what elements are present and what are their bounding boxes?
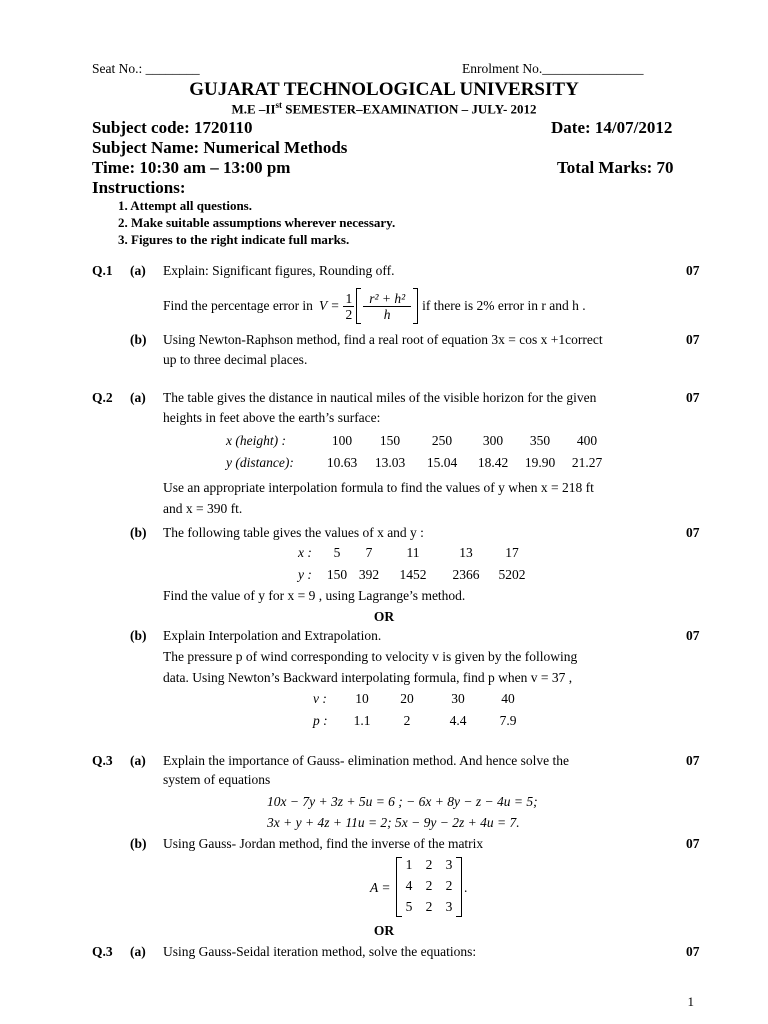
table-row-y <box>226 453 610 473</box>
table-row-v <box>313 689 531 709</box>
fraction-half <box>343 291 354 322</box>
exam-title-pre: M.E –II <box>231 101 276 117</box>
fraction-main <box>363 291 411 322</box>
marks: 07 <box>686 263 700 278</box>
row-label: v : <box>313 691 327 706</box>
marks: 07 <box>686 525 700 540</box>
question-text: The following table gives the values of x and y : <box>163 525 424 540</box>
row-label: y : <box>298 567 312 582</box>
part-label: (a) <box>130 944 146 959</box>
or-separator: OR <box>373 609 395 624</box>
subject-name: Subject Name: Numerical Methods <box>92 138 348 157</box>
fraction-denominator: h <box>383 306 391 322</box>
matrix-cell: 2 <box>425 899 433 914</box>
marks: 07 <box>686 944 700 959</box>
part-label: (a) <box>130 753 146 768</box>
table-cell: 7.9 <box>499 713 517 728</box>
instructions-title: Instructions: <box>92 178 186 197</box>
matrix-cell: 3 <box>445 857 453 872</box>
question-text: and x = 390 ft. <box>163 501 243 516</box>
question-text: Explain Interpolation and Extrapolation. <box>163 628 382 643</box>
fraction-numerator: 1 <box>345 290 353 306</box>
table-row-y <box>298 565 532 585</box>
table-cell: 150 <box>326 567 348 582</box>
exam-title-post: SEMESTER–EXAMINATION – JULY- 2012 <box>282 101 537 117</box>
matrix-cell: 2 <box>425 857 433 872</box>
row-label: p : <box>313 713 328 728</box>
table-cell: 392 <box>358 567 380 582</box>
instruction-item: 3. Figures to the right indicate full marks. <box>118 232 350 247</box>
table-cell: 13 <box>459 545 473 560</box>
instruction-item: 2. Make suitable assumptions wherever necessary. <box>118 215 396 230</box>
matrix-cell: 2 <box>425 878 433 893</box>
left-bracket <box>356 288 361 324</box>
table-cell: 100 <box>331 433 353 448</box>
table-row-p <box>313 711 531 731</box>
question-text: Find the value of y for x = 9 , using Lagrange’s method. <box>163 588 466 603</box>
marks: 07 <box>686 390 700 405</box>
question-text: Use an appropriate interpolation formula to find the values of y when x = 218 ft <box>163 480 594 495</box>
table-cell: 400 <box>576 433 598 448</box>
table-cell: 40 <box>501 691 515 706</box>
table-cell: 5202 <box>498 567 526 582</box>
matrix-cell: 4 <box>405 878 413 893</box>
or-separator: OR <box>373 923 395 938</box>
table-cell: 11 <box>406 545 420 560</box>
table-cell: 15.04 <box>426 455 458 470</box>
exam-date: Date: 14/07/2012 <box>551 118 673 137</box>
table-cell: 4.4 <box>449 713 467 728</box>
seat-no: Seat No.: ________ <box>92 61 200 76</box>
question-text: if there is 2% error in r and h . <box>422 298 586 313</box>
matrix-cell: 2 <box>445 878 453 893</box>
part-label: (b) <box>130 332 147 347</box>
part-label: (b) <box>130 525 147 540</box>
page-number: 1 <box>687 994 694 1009</box>
right-bracket <box>413 288 418 324</box>
table-cell: 300 <box>482 433 504 448</box>
table-cell: 250 <box>431 433 453 448</box>
table-cell: 7 <box>365 545 373 560</box>
marks: 07 <box>686 332 700 347</box>
part-label: (b) <box>130 836 147 851</box>
question-number: Q.2 <box>92 390 113 405</box>
equation-line: 3x + y + 4z + 11u = 2; 5x − 9y − 2z + 4u = 7. <box>267 815 520 830</box>
exam-time: Time: 10:30 am – 13:00 pm <box>92 158 291 177</box>
exam-title <box>0 100 768 117</box>
formula-line <box>163 288 586 324</box>
table-cell: 30 <box>451 691 465 706</box>
table-cell: 1452 <box>399 567 427 582</box>
instruction-item: 1. Attempt all questions. <box>118 198 252 213</box>
matrix-cell: 1 <box>405 857 413 872</box>
part-label: (b) <box>130 628 147 643</box>
part-label: (a) <box>130 263 146 278</box>
question-text: The pressure p of wind corresponding to velocity v is given by the following <box>163 649 578 664</box>
fraction-numerator: r² + h² <box>363 291 411 307</box>
row-label: x : <box>298 545 312 560</box>
question-number: Q.3 <box>92 944 113 959</box>
marks: 07 <box>686 836 700 851</box>
row-label: x (height) : <box>226 433 286 448</box>
part-label: (a) <box>130 390 146 405</box>
question-text: The table gives the distance in nautical miles of the visible horizon for the given <box>163 390 597 405</box>
question-text: heights in feet above the earth’s surface: <box>163 410 381 425</box>
table-cell: 2 <box>403 713 411 728</box>
exam-title-sup: st <box>275 100 283 110</box>
table-cell: 18.42 <box>477 455 509 470</box>
matrix-label: A = <box>370 880 391 895</box>
question-number: Q.3 <box>92 753 113 768</box>
formula-v: V = <box>318 298 340 313</box>
question-text: up to three decimal places. <box>163 352 308 367</box>
table-cell: 20 <box>400 691 414 706</box>
question-number: Q.1 <box>92 263 113 278</box>
subject-code: Subject code: 1720110 <box>92 118 253 137</box>
table-cell: 10 <box>355 691 369 706</box>
total-marks: Total Marks: 70 <box>557 158 674 177</box>
question-text: Find the percentage error in <box>163 298 313 313</box>
table-cell: 5 <box>333 545 341 560</box>
marks: 07 <box>686 753 700 768</box>
fraction-denominator: 2 <box>345 306 353 322</box>
equation-line: 10x − 7y + 3z + 5u = 6 ; − 6x + 8y − z − 4u = 5; <box>267 794 538 809</box>
question-text: Using Gauss- Jordan method, find the inverse of the matrix <box>163 836 484 851</box>
table-cell: 1.1 <box>353 713 371 728</box>
marks: 07 <box>686 628 700 643</box>
matrix-cell: 5 <box>405 899 413 914</box>
row-label: y (distance): <box>226 455 294 470</box>
table-cell: 19.90 <box>524 455 556 470</box>
enrolment-no: Enrolment No._______________ <box>462 61 644 76</box>
question-text: Using Gauss-Seidal iteration method, solve the equations: <box>163 944 477 959</box>
university-name: GUJARAT TECHNOLOGICAL UNIVERSITY <box>189 79 579 100</box>
table-row-x <box>298 543 532 563</box>
question-text: Using Newton-Raphson method, find a real root of equation 3x = cos x +1correct <box>163 332 603 347</box>
table-cell: 2366 <box>452 567 480 582</box>
table-cell: 13.03 <box>374 455 406 470</box>
table-cell: 10.63 <box>326 455 358 470</box>
question-text: Explain: Significant figures, Rounding off. <box>163 263 395 278</box>
table-cell: 21.27 <box>571 455 603 470</box>
table-cell: 350 <box>529 433 551 448</box>
question-text: Explain the importance of Gauss- elimination method. And hence solve the <box>163 753 570 768</box>
question-text: system of equations <box>163 772 271 787</box>
table-cell: 17 <box>505 545 519 560</box>
table-cell: 150 <box>379 433 401 448</box>
table-row-x <box>226 431 610 451</box>
question-text: data. Using Newton’s Backward interpolating formula, find p when v = 37 , <box>163 670 573 685</box>
matrix-cell: 3 <box>445 899 453 914</box>
matrix-a <box>396 857 462 917</box>
matrix-period: . <box>464 880 468 895</box>
